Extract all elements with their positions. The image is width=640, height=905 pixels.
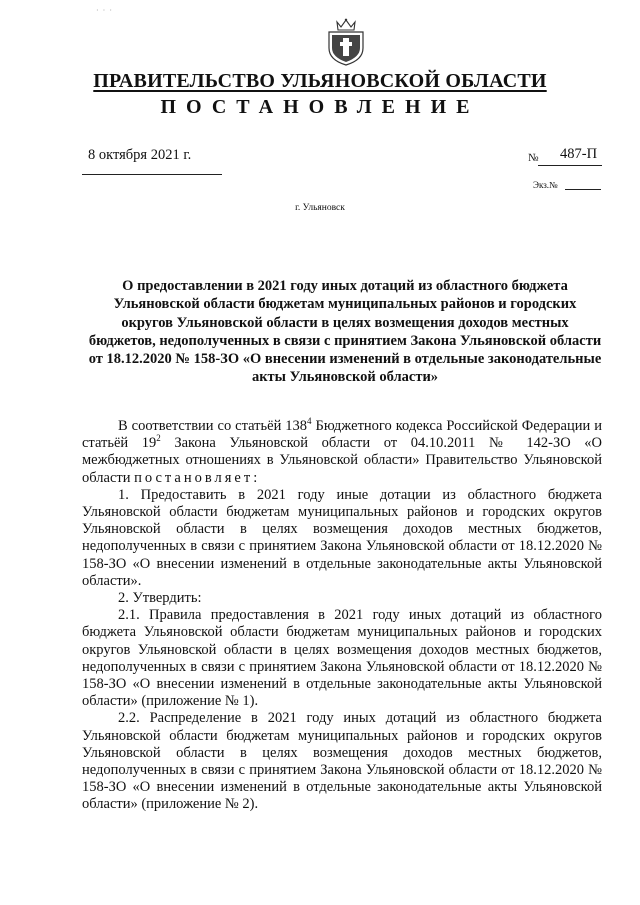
preamble-text-a: В соответствии со статьёй 138 (118, 418, 308, 434)
item-2: 2. Утвердить: (118, 590, 202, 607)
corner-mark: · · · (96, 6, 113, 15)
copy-underline (565, 189, 601, 190)
item-2-2: 2.2. Распределение в 2021 году иных дотаций из областного бюджета Ульяновской области бюджетам муниципальных районов и городских округов Ульяновской области в целях возмещения доходов местных бюджетов, недополученных в связи с принятием Закона Ульяновской области от 18.12.2020 № 158-ЗО «О внесении изменений в отдельные законодательные акты Ульяновской области» (приложение № 2). (82, 710, 602, 813)
decree-colon: : (253, 469, 258, 486)
preamble-text-b: Бюджетного кодекса Российской Федерации и статьёй 19 (82, 418, 602, 452)
date-underline (82, 174, 222, 175)
preamble-paragraph (82, 418, 602, 487)
number-underline (538, 165, 602, 166)
item-1: 1. Предоставить в 2021 году иные дотации из областного бюджета Ульяновской области бюджетам муниципальных районов и городских округов Ульяновской области в целях возмещения доходов местных бюджетов, недополученных в связи с принятием Закона Ульяновской области от 18.12.2020 № 158-ЗО «О внесении изменений в отдельные законодательные акты Ульяновской области». (82, 486, 602, 589)
document-date: 8 октября 2021 г. (88, 147, 192, 163)
number-label: № (528, 152, 539, 164)
decree-word: постановляет (134, 469, 254, 486)
item-2-1: 2.1. Правила предоставления в 2021 году иных дотаций из областного бюджета Ульяновской области бюджетам муниципальных районов и городских округов Ульяновской области в целях возмещения доходов местных бюджетов, недополученных в связи с принятием Закона Ульяновской области от 18.12.2020 № 158-ЗО «О внесении изменений в отдельные законодательные акты Ульяновской области» (приложение № 1). (82, 607, 602, 710)
document-type: ПОСТАНОВЛЕНИЕ (160, 96, 480, 118)
document-title: О предоставлении в 2021 году иных дотаций из областного бюджета Ульяновской области бюджетам муниципальных районов и городских округов Ульяновской области в целях возмещения доходов местных бюджетов, недополученных в связи с принятием Закона Ульяновской области от 18.12.2020 № 158-ЗО «О внесении изменений в отдельные законодательные акты Ульяновской области» (88, 278, 602, 386)
preamble-superscript-2: 2 (156, 433, 161, 444)
government-name: ПРАВИТЕЛЬСТВО УЛЬЯНОВСКОЙ ОБЛАСТИ (93, 70, 547, 92)
copy-label: Экз.№ (533, 180, 558, 190)
preamble-superscript-1: 4 (307, 416, 312, 427)
document-body (82, 418, 602, 814)
coat-of-arms-icon (327, 18, 365, 66)
city: г. Ульяновск (295, 203, 345, 213)
document-number: 487-П (560, 146, 598, 162)
preamble-text-c: Закона Ульяновской области от 04.10.2011 № 142-ЗО «О межбюджетных отношениях в Ульяновской области» Правительство Ульяновской области (82, 435, 603, 486)
